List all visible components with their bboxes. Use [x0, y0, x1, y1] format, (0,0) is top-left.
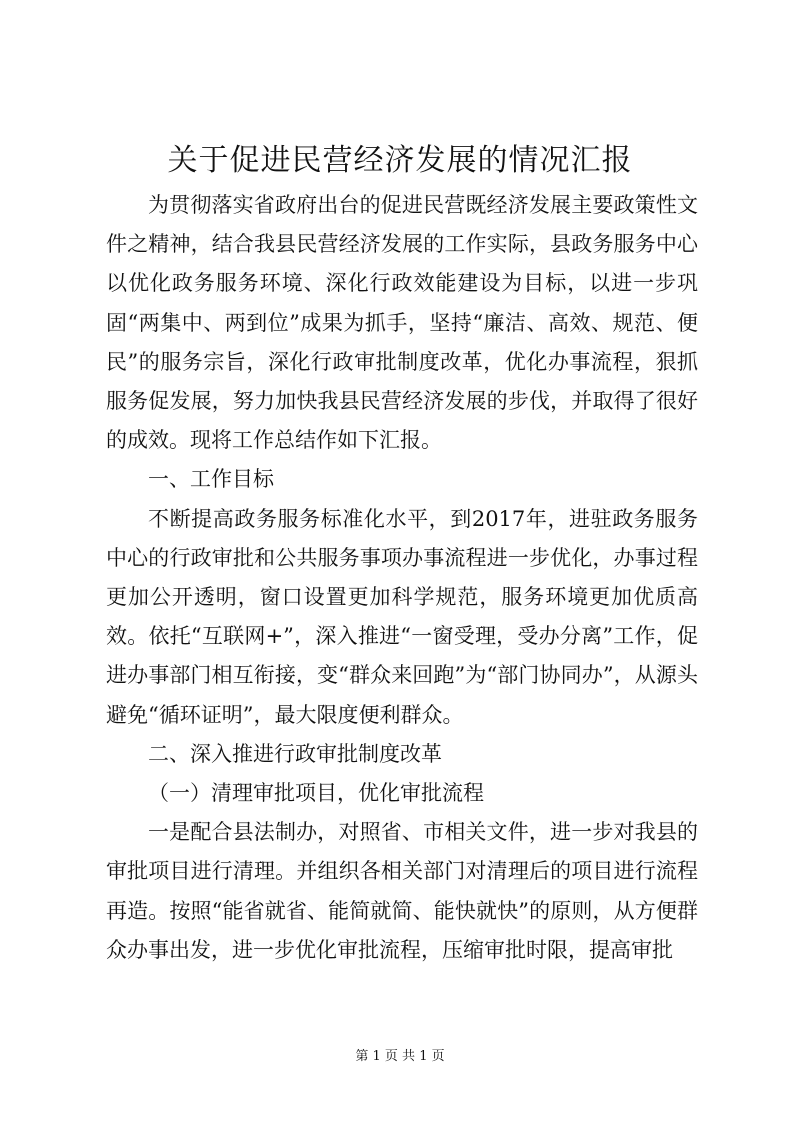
page-footer: 第 1 页 共 1 页: [355, 1049, 445, 1064]
work-goals-paragraph: 不断提高政务服务标准化水平，到2017年，进驻政务服务中心的行政审批和公共服务事项办事流程进一步优化，办事过程更加公开透明，窗口设置更加科学规范，服务环境更加优质高效。依托“互联网+”，深入推进“一窗受理，受办分离”工作，促进办事部门相互衔接，变“群众来回跑”为“部门协同办”，从源头避免“循环证明”，最大限度便利群众。: [106, 506, 698, 727]
section-heading-reform: 二、深入推进行政审批制度改革: [148, 741, 442, 766]
approval-paragraph: 一是配合县法制办，对照省、市相关文件，进一步对我县的审批项目进行清理。并组织各相关部门对清理后的项目进行流程再造。按照“能省就省、能简就简、能快就快”的原则，从方便群众办事出发，进一步优化审批流程，压缩审批时限，提高审批: [106, 820, 698, 962]
intro-paragraph: 为贯彻落实省政府出台的促进民营既经济发展主要政策性文件之精神，结合我县民营经济发展的工作实际，县政务服务中心以优化政务服务环境、深化行政效能建设为目标，以进一步巩固“两集中、两到位”成果为抓手，坚持“廉洁、高效、规范、便民”的服务宗旨，深化行政审批制度改革，优化办事流程，狠抓服务促发展，努力加快我县民营经济发展的步伐，并取得了很好的成效。现将工作总结作如下汇报。: [106, 193, 698, 453]
subsection-heading-approval: （一）清理审批项目，优化审批流程: [148, 781, 484, 806]
document-body: [106, 186, 698, 970]
section-heading-work-goals: 一、工作目标: [148, 467, 274, 492]
document-title: 关于促进民营经济发展的情况汇报: [167, 143, 633, 178]
